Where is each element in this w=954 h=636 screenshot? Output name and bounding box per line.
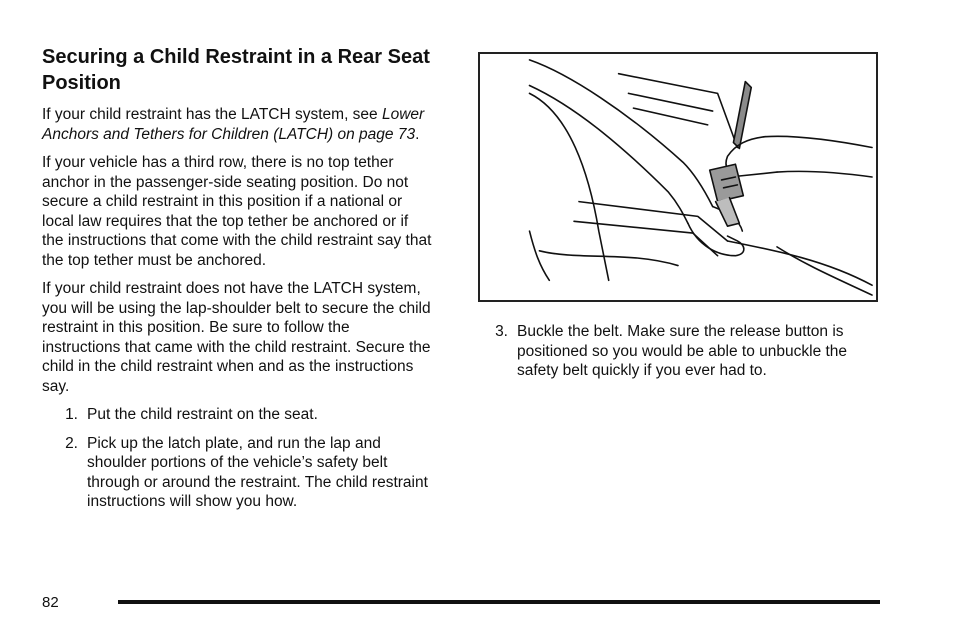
shoulder-belt xyxy=(733,82,751,149)
seat-cushion-top xyxy=(579,202,728,241)
step-2 xyxy=(42,434,432,512)
step-number: 2. xyxy=(65,434,78,452)
buckle xyxy=(710,164,744,201)
buckle-drawing xyxy=(480,54,876,300)
latch-reference-link[interactable]: Lower Anchors and Tethers for Children (LATCH) on page 73 xyxy=(42,106,425,143)
latch-end: . xyxy=(415,125,420,143)
step-number: 3. xyxy=(495,323,508,340)
buckle-illustration xyxy=(478,52,878,302)
step-3 xyxy=(478,322,888,381)
section-heading: Securing a Child Restraint in a Rear Seat Position xyxy=(42,46,430,94)
step-text: Put the child restraint on the seat. xyxy=(87,406,318,423)
steps-list-left xyxy=(42,405,432,512)
steps-list-right xyxy=(478,322,888,381)
latch-plate xyxy=(716,198,740,227)
right-column xyxy=(478,322,888,390)
seat-cushion-front xyxy=(728,241,873,285)
step-1 xyxy=(42,405,432,425)
left-arm-top xyxy=(530,60,713,207)
step-text: Buckle the belt. Make sure the release button is positioned so you would be able to unbuckle the safety belt quickly if you ever had to. xyxy=(517,323,848,379)
left-column xyxy=(42,44,432,521)
footer-rule xyxy=(118,600,880,604)
seat-edge-left xyxy=(530,93,609,280)
page-number: 82 xyxy=(42,594,59,611)
step-text: Pick up the latch plate, and run the lap and shoulder portions of the vehicle’s safety belt through or around the restraint. The child restraint instructions will show you how. xyxy=(87,434,428,510)
latch-paragraph xyxy=(42,105,432,144)
seatback-top xyxy=(619,74,738,148)
third-row-paragraph: If your vehicle has a third row, there is no top tether anchor in the passenger-side seating position. Do not secure a child restraint in this position if a national or local law requires that the top tether be anchored or if the instructions that come with the child restraint say that the top tether must be anchored. xyxy=(42,154,432,269)
left-arm-bottom xyxy=(530,85,688,223)
step-number: 1. xyxy=(65,406,78,423)
right-arm-bottom xyxy=(777,171,872,177)
no-latch-paragraph: If your child restraint does not have the LATCH system, you will be using the lap-shoulder belt to secure the child restraint in this position. Be sure to follow the instructions that came with the child restraint. Secure the child in the child restraint when and as the instructions say. xyxy=(42,280,431,395)
left-hand xyxy=(688,223,744,255)
right-arm-top xyxy=(765,136,872,147)
latch-text: If your child restraint has the LATCH system, see xyxy=(42,106,382,123)
